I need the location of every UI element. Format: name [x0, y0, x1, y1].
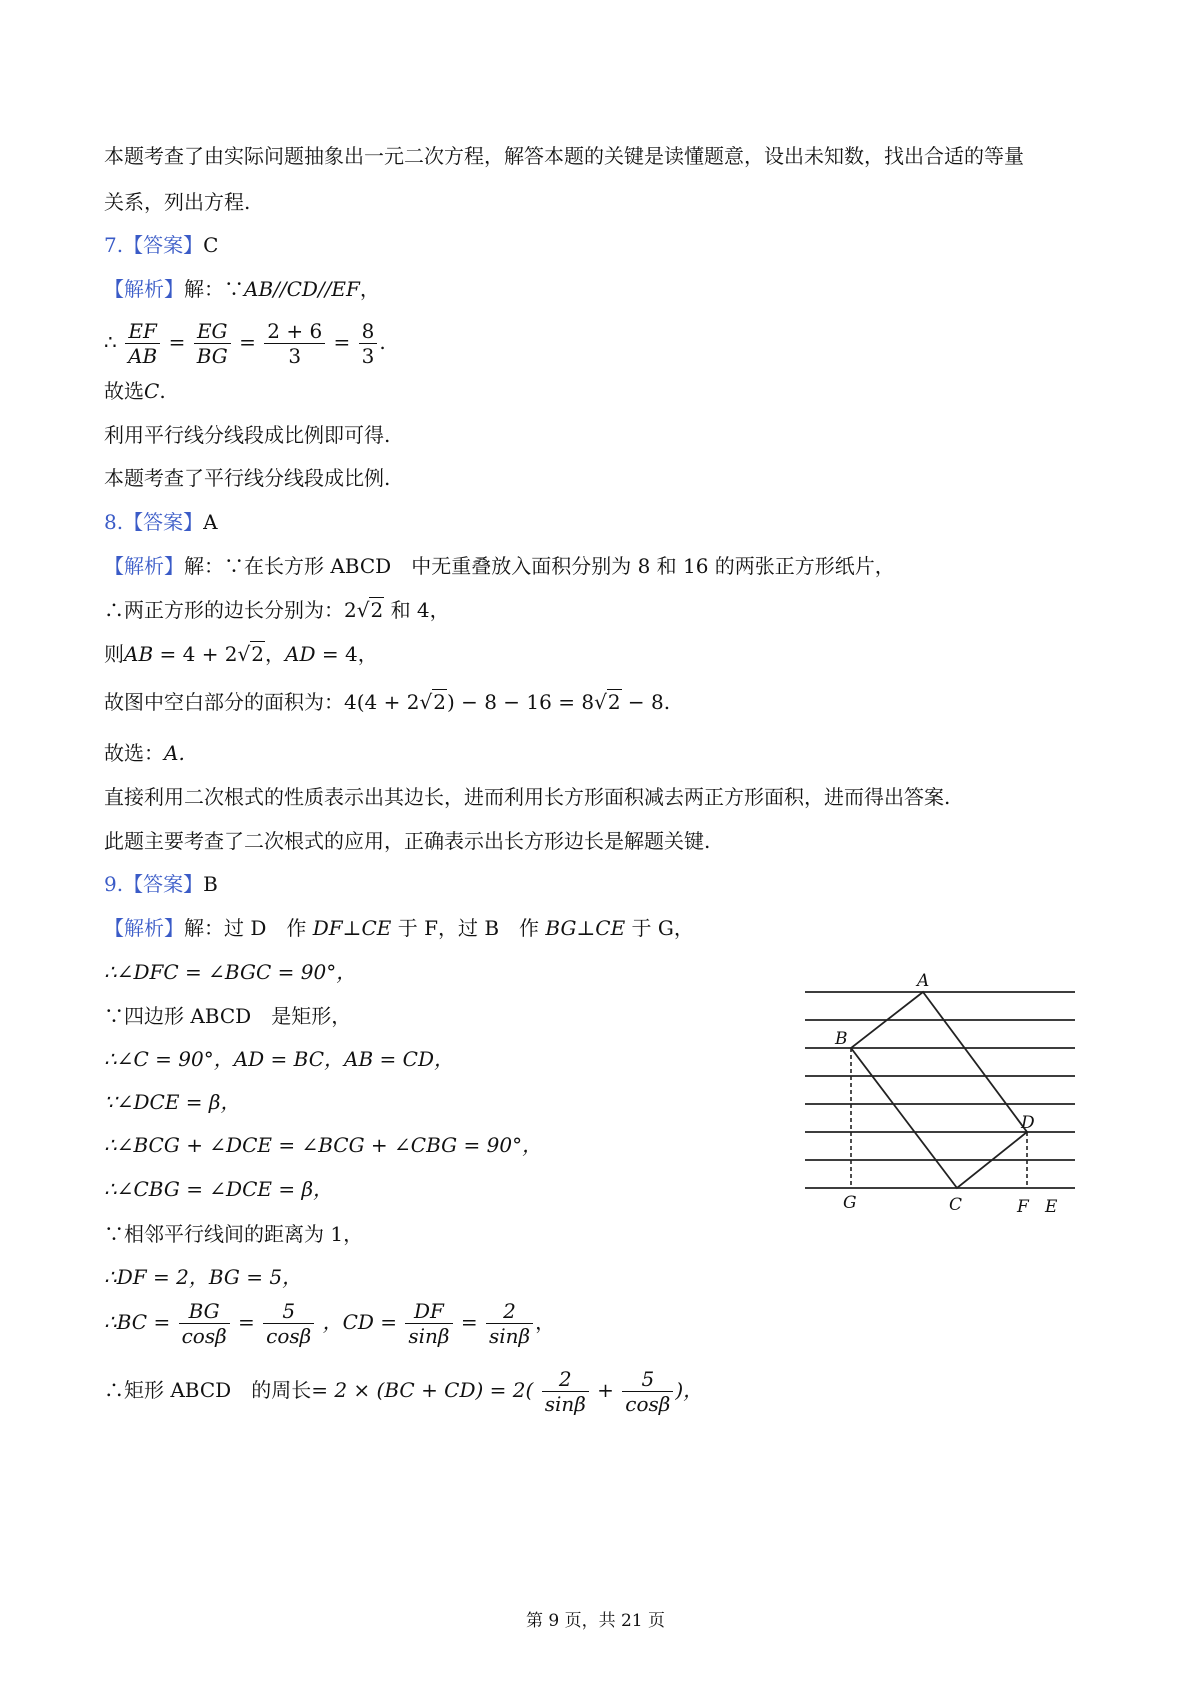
- fraction: [125, 319, 160, 368]
- q8-answer-line: [104, 508, 218, 536]
- text: 故选：: [104, 741, 164, 765]
- numerator: 5: [622, 1367, 673, 1392]
- text-line: 利用平行线分线段成比例即可得.: [104, 423, 391, 447]
- label-c: C: [949, 1195, 963, 1215]
- math-expression: = 4 + 2: [153, 642, 238, 666]
- label-a: A: [917, 971, 930, 991]
- fraction: [542, 1367, 589, 1416]
- fraction: [486, 1299, 533, 1348]
- text: 则: [104, 642, 124, 666]
- numerator: EG: [194, 319, 231, 344]
- q7-analysis-line: [104, 275, 380, 303]
- q7-choice-line: [104, 377, 166, 405]
- q8-ab-ad-line: [104, 640, 378, 668]
- equals: =: [460, 1310, 478, 1334]
- analysis-tag: 【解析】: [104, 277, 184, 301]
- q8-side-lengths-line: [104, 596, 450, 624]
- label-g: G: [843, 1193, 857, 1213]
- radicand: 2: [607, 690, 621, 714]
- radicand: 2: [251, 642, 265, 666]
- denominator: 3: [288, 344, 302, 368]
- q9-perimeter-line: [104, 1364, 703, 1416]
- math-expression: )，: [675, 1378, 704, 1402]
- radicand: 2: [433, 690, 446, 714]
- text: .: [159, 379, 166, 403]
- numerator: 2: [542, 1367, 589, 1392]
- fraction: [622, 1367, 673, 1416]
- math-expression: AD: [285, 642, 316, 666]
- text: ，: [359, 277, 380, 301]
- fraction: [263, 1299, 314, 1348]
- numerator: 8: [359, 319, 378, 344]
- fraction: [179, 1299, 230, 1348]
- text: ∴两正方形的边长分别为：: [104, 598, 344, 622]
- text-line: ∵相邻平行线间的距离为 1，: [104, 1222, 364, 1246]
- equals: =: [333, 330, 351, 354]
- math-expression: AB: [124, 642, 154, 666]
- math-line: ∴∠CBG = ∠DCE = β，: [104, 1177, 334, 1201]
- q8-choice-line: [104, 739, 185, 767]
- answer-tag: 【答案】: [123, 872, 204, 896]
- rectangle-abcd: [851, 992, 1027, 1188]
- denominator: cosβ: [266, 1324, 312, 1348]
- label-b: B: [835, 1029, 848, 1049]
- text: 故图中空白部分的面积为：: [104, 690, 344, 714]
- denominator: BG: [196, 344, 228, 368]
- question-number: 9.: [104, 872, 124, 896]
- q7-fraction-line: [104, 318, 386, 368]
- math-expression: 2: [344, 598, 357, 622]
- math-expression: AB//CD//EF: [244, 277, 360, 301]
- numerator: BG: [179, 1299, 230, 1324]
- text: ，: [265, 642, 286, 666]
- text-line: 关系，列出方程.: [104, 190, 251, 214]
- text-line: ∵四边形 ABCD 是矩形，: [104, 1004, 352, 1028]
- page-footer: 第 9 页，共 21 页: [525, 1611, 666, 1631]
- fraction: [405, 1299, 452, 1348]
- math-line: ∴∠BCG + ∠DCE = ∠BCG + ∠CBG = 90°，: [104, 1133, 543, 1157]
- text: ，: [535, 1310, 556, 1334]
- math-expression: A.: [164, 741, 185, 765]
- numerator: 5: [263, 1299, 314, 1324]
- answer-value: C: [203, 233, 219, 257]
- text: 解：过 D 作: [184, 916, 307, 940]
- q8-area-line: [104, 688, 670, 716]
- math-expression: − 8.: [621, 690, 671, 714]
- text: 解：∵: [184, 277, 244, 301]
- math-line: ∴∠DFC = ∠BGC = 90°，: [104, 960, 357, 984]
- equals: =: [238, 1310, 255, 1334]
- label-d: D: [1021, 1113, 1035, 1133]
- denominator: cosβ: [181, 1324, 227, 1348]
- math-expression: BG⊥CE: [545, 916, 626, 940]
- math-expression: = 4，: [315, 642, 378, 666]
- therefore-symbol: ∴: [104, 330, 117, 354]
- denominator: 3: [361, 344, 375, 368]
- denominator: sinβ: [408, 1324, 450, 1348]
- parallel-lines: [805, 992, 1075, 1188]
- denominator: sinβ: [488, 1324, 531, 1348]
- denominator: cosβ: [625, 1392, 671, 1416]
- numerator: 2 + 6: [264, 319, 325, 344]
- denominator: AB: [128, 344, 158, 368]
- fraction: [264, 319, 325, 368]
- fraction: [359, 319, 378, 368]
- label-e: E: [1045, 1197, 1058, 1217]
- numerator: EF: [125, 319, 160, 344]
- math-expression: 4(4 + 2: [344, 690, 420, 714]
- text: 于 G，: [631, 916, 694, 940]
- sqrt: √2: [594, 690, 621, 714]
- analysis-tag: 【解析】: [104, 554, 184, 578]
- math-expression: DF⊥CE: [312, 916, 392, 940]
- math-expression: ，CD =: [322, 1310, 398, 1334]
- text: 解：∵在长方形 ABCD 中无重叠放入面积分别为 8 和 16 的两张正方形纸片，: [184, 554, 895, 578]
- denominator: sinβ: [544, 1392, 586, 1416]
- geometry-figure: [795, 960, 1085, 1220]
- answer-value: A: [203, 510, 218, 534]
- text: 故选: [104, 379, 144, 403]
- q7-answer-line: [104, 231, 218, 259]
- radicand: 2: [370, 598, 384, 622]
- math-line: ∵∠DCE = β，: [104, 1090, 241, 1114]
- text: ∴矩形 ABCD 的周长: [104, 1378, 312, 1402]
- numerator: DF: [405, 1299, 452, 1324]
- sqrt: √2: [356, 598, 384, 622]
- equals: =: [168, 330, 186, 354]
- text: 于 F，过 B 作: [397, 916, 540, 940]
- q9-analysis-line: [104, 914, 694, 942]
- math-line: ∴∠C = 90°，AD = BC，AB = CD，: [104, 1047, 454, 1071]
- text-line: 本题考查了平行线分线段成比例.: [104, 466, 391, 490]
- equals: =: [239, 330, 256, 354]
- plus: +: [597, 1378, 614, 1402]
- question-number: 7.: [104, 233, 124, 257]
- answer-tag: 【答案】: [123, 510, 204, 534]
- math-expression: ∴BC =: [104, 1310, 171, 1334]
- q9-answer-line: [104, 870, 218, 898]
- sqrt: √2: [237, 642, 265, 666]
- sqrt: √2: [419, 690, 446, 714]
- q8-analysis-line: [104, 552, 895, 580]
- numerator: 2: [486, 1299, 533, 1324]
- q9-bc-cd-line: [104, 1296, 555, 1348]
- math-expression: ) − 8 − 16 = 8: [446, 690, 595, 714]
- answer-value: B: [203, 872, 218, 896]
- fraction: [194, 319, 231, 368]
- label-f: F: [1017, 1197, 1029, 1217]
- text: 和 4，: [390, 598, 450, 622]
- text: .: [379, 330, 386, 354]
- text-line: 本题考查了由实际问题抽象出一元二次方程，解答本题的关键是读懂题意，设出未知数，找出合适的等量: [104, 144, 1024, 168]
- math-line: ∴DF = 2，BG = 5，: [104, 1265, 303, 1289]
- math-expression: C: [144, 379, 160, 403]
- text-line: 直接利用二次根式的性质表示出其边长，进而利用长方形面积减去两正方形面积，进而得出答案.: [104, 785, 951, 809]
- analysis-tag: 【解析】: [104, 916, 184, 940]
- answer-tag: 【答案】: [123, 233, 204, 257]
- text-line: 此题主要考查了二次根式的应用，正确表示出长方形边长是解题关键.: [104, 829, 711, 853]
- math-expression: = 2 × (BC + CD) = 2(: [311, 1378, 534, 1402]
- question-number: 8.: [104, 510, 124, 534]
